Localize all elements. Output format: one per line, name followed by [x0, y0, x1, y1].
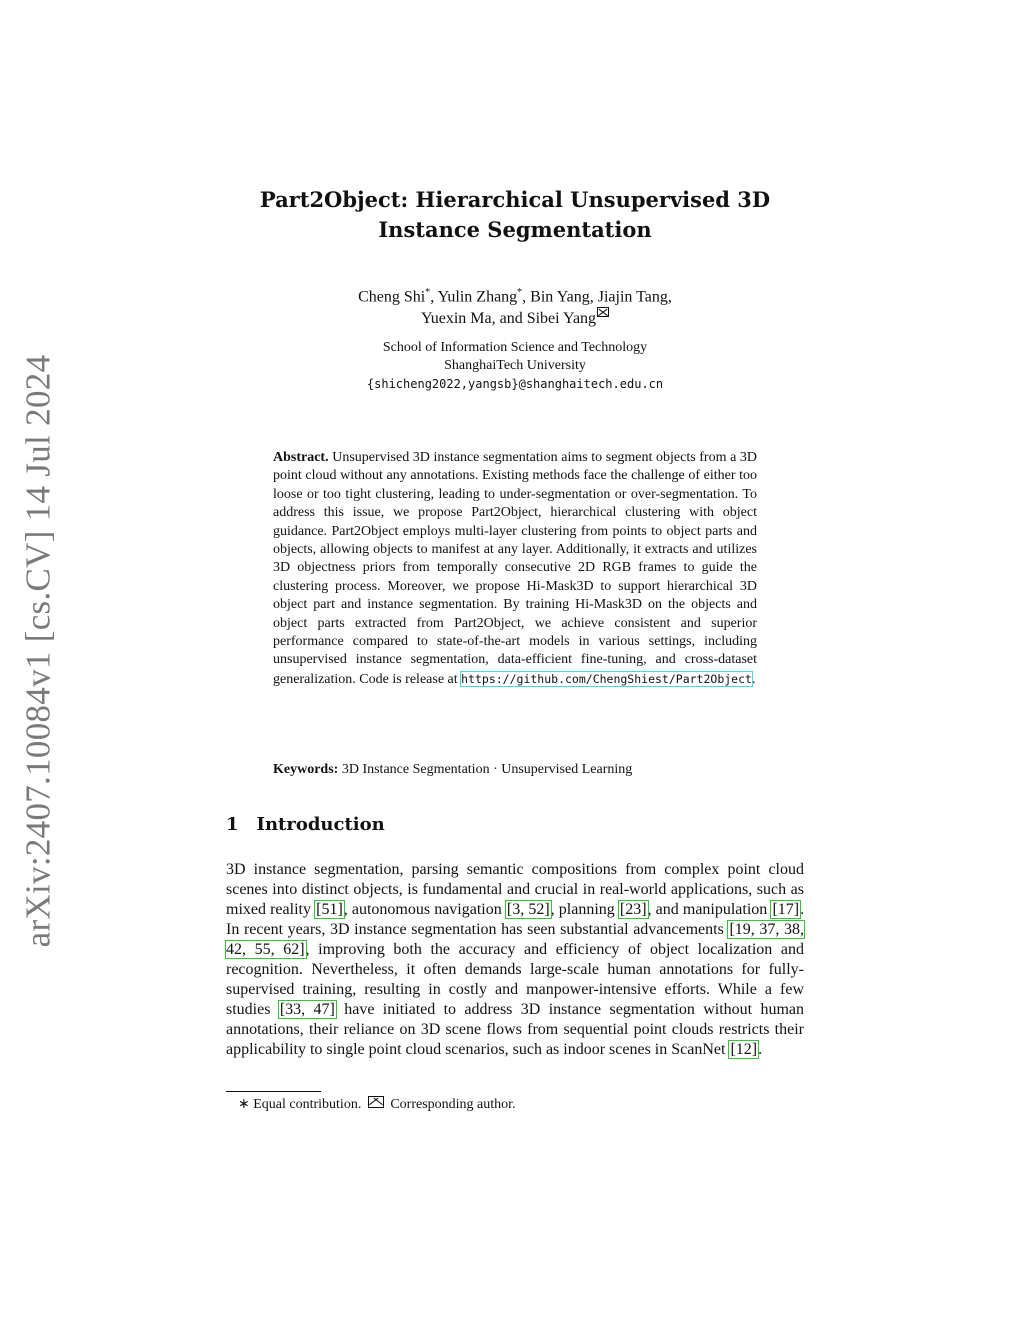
- intro-text: .: [758, 1041, 763, 1058]
- abstract-end: .: [751, 671, 756, 687]
- title-line-2: Instance Segmentation: [378, 217, 652, 242]
- footnote-equal: Equal contribution.: [253, 1097, 362, 1112]
- authors-line-2: Yuexin Ma, and Sibei Yang: [420, 310, 597, 328]
- intro-text: , and manipulation: [647, 901, 768, 918]
- affiliation-email[interactable]: {shicheng2022,yangsb}@shanghaitech.edu.cn: [366, 377, 664, 391]
- citation[interactable]: [12]: [730, 1041, 758, 1058]
- equal-contrib-mark: *: [517, 287, 523, 298]
- affiliation-university: ShanghaiTech University: [444, 358, 586, 373]
- author-1: Cheng Shi: [358, 288, 426, 306]
- intro-text: , autonomous navigation: [343, 901, 502, 918]
- affiliation-school: School of Information Science and Technology: [382, 340, 648, 355]
- citation[interactable]: [19, 37, 38, 42, 55, 62]: [226, 921, 805, 958]
- arxiv-identifier: [8, 354, 68, 948]
- footnote-corresponding: Corresponding author.: [390, 1097, 516, 1112]
- keywords: [273, 761, 757, 779]
- citation[interactable]: [23]: [619, 901, 647, 918]
- intro-text: have initiated to address 3D instance segmentation without human annotations, their reliance on 3D scene flows from sequential point clouds restricts their applicability to single point cloud scenarios, such as indoor scenes in ScanNet: [226, 1001, 805, 1058]
- footnote-rule: [226, 1091, 321, 1092]
- authors-rest-line-1: Bin Yang, Jiajin Tang,: [530, 288, 672, 306]
- code-link[interactable]: https://github.com/ChengShiest/Part2Object: [461, 671, 752, 686]
- intro-paragraph: [226, 860, 804, 1060]
- citation[interactable]: [3, 52]: [506, 901, 550, 918]
- arxiv-identifier-text: arXiv:2407.10084v1 [cs.CV] 14 Jul 2024: [18, 354, 57, 948]
- abstract-label: Abstract.: [273, 450, 329, 465]
- citation[interactable]: [17]: [772, 901, 800, 918]
- corresponding-envelope-icon: [597, 307, 609, 317]
- intro-text: , planning: [550, 901, 615, 918]
- affiliation: [240, 339, 790, 393]
- intro-text: 3D instance segmentation, parsing semantic compositions from complex point cloud scenes into distinct objects, is fundamental and crucial in real-world applications, such as mixed reality: [226, 861, 804, 918]
- footnote-mark: ∗: [238, 1097, 250, 1112]
- author-2: Yulin Zhang: [437, 288, 518, 306]
- abstract-text: Unsupervised 3D instance segmentation aims to segment objects from a 3D point cloud without any annotations. Existing methods face the challenge of either too loose or too tight clustering, leading to under-segmentation or over-segmentation. To address this issue, we propose Part2Object, hierarchical clustering with object guidance. Part2Object employs multi-layer clustering from points to object parts and objects, allowing objects to manifest at any layer. Additionally, it extracts and utilizes 3D objectness priors from temporally consecutive 2D RGB frames to guide the clustering process. Moreover, we propose Hi-Mask3D to support hierarchical 3D object part and instance segmentation. By training Hi-Mask3D on the objects and object parts extracted from Part2Object, we achieve consistent and superior performance compared to state-of-the-art models in various settings, including unsupervised instance segmentation, data-efficient fine-tuning, and cross-dataset generalization. Code is release at: [273, 450, 758, 687]
- author-list: Cheng Shi*, Yulin Zhang*, Bin Yang, Jiajin Tang, Yuexin Ma, and Sibei Yang: [358, 287, 672, 328]
- section-title: Introduction: [256, 814, 385, 835]
- footnote: [238, 1096, 798, 1114]
- intro-text: . In recent years, 3D instance segmentation has seen substantial advancements: [226, 901, 805, 938]
- intro-text: , improving both the accuracy and efficiency of object localization and recognition. Nevertheless, it often demands large-scale human annotations for fully-supervised training, resulting in costly and manpower-intensive efforts. While a few studies: [226, 941, 805, 1018]
- section-number: 1: [226, 814, 239, 835]
- paper-title: [240, 185, 790, 245]
- equal-contrib-mark: *: [425, 287, 431, 298]
- abstract: [273, 449, 757, 689]
- citation[interactable]: [51]: [316, 901, 343, 918]
- title-line-1: Part2Object: Hierarchical Unsupervised 3D: [259, 187, 771, 212]
- keywords-text: 3D Instance Segmentation · Unsupervised Learning: [341, 762, 633, 777]
- envelope-icon: [368, 1096, 384, 1108]
- citation[interactable]: [33, 47]: [279, 1001, 335, 1018]
- keywords-label: Keywords:: [273, 762, 339, 777]
- section-heading: [226, 814, 385, 835]
